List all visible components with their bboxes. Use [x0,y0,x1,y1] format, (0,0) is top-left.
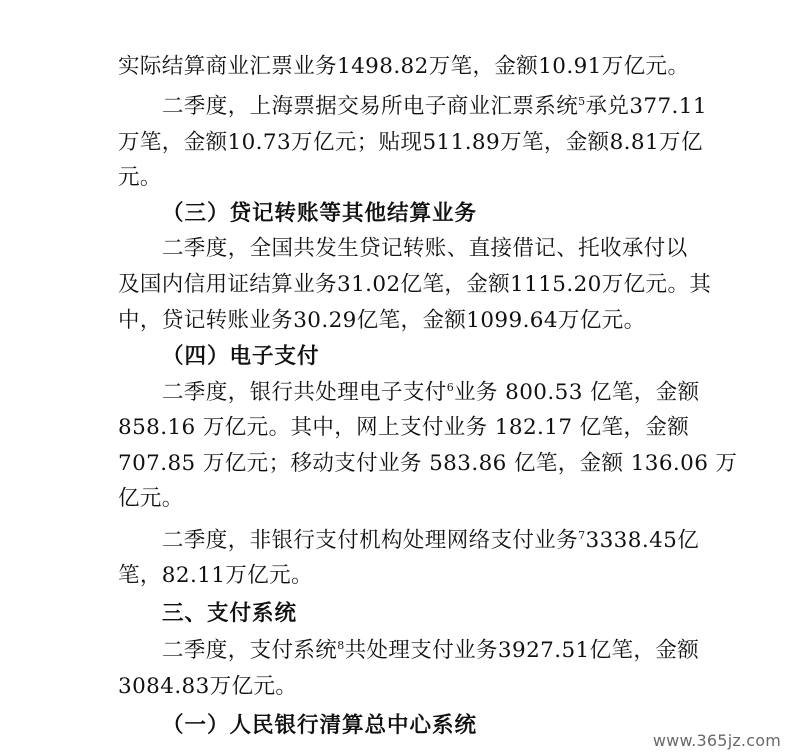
paragraph-line: 实际结算商业汇票业务1498.82万笔，金额10.91万亿元。 [118,54,690,79]
watermark: www.365jz.com [652,731,781,750]
footnote-marker: 8 [337,638,345,652]
section-heading: （一）人民银行清算总中心系统 [162,713,478,738]
paragraph-line: 万笔，金额10.73万亿元；贴现511.89万笔，金额8.81万亿 [118,130,703,155]
paragraph-line: 3084.83万亿元。 [118,674,298,699]
paragraph-line: 858.16 万亿元。其中，网上支付业务 182.17 亿笔，金额 [118,415,690,440]
section-heading: 三、支付系统 [162,601,298,626]
paragraph-line: 二季度，支付系统$^8$共处理支付业务3927.51亿笔，金额 [162,638,700,663]
paragraph-line: 亿元。 [118,486,184,511]
paragraph-line: 二季度，全国共发生贷记转账、直接借记、托收承付以 [162,236,688,261]
footnote-marker: 5 [578,94,586,108]
footnote-marker: 7 [578,528,586,542]
paragraph-line: 707.85 万亿元；移动支付业务 583.86 亿笔，金额 136.06 万 [118,451,738,476]
paragraph-line: 中，贷记转账业务30.29亿笔，金额1099.64万亿元。 [118,308,646,333]
paragraph-line: 元。 [118,165,162,190]
paragraph-line: 及国内信用证结算业务31.02亿笔，金额1115.20万亿元。其 [118,272,712,297]
section-heading: （三）贷记转账等其他结算业务 [162,201,478,226]
paragraph-line: 笔，82.11万亿元。 [118,563,313,588]
paragraph-line: 二季度，非银行支付机构处理网络支付业务$^7$3338.45亿 [162,528,700,553]
footnote-marker: 6 [446,380,455,394]
paragraph-line: 二季度，银行共处理电子支付$^6$业务 800.53 亿笔，金额 [162,380,700,405]
section-heading: （四）电子支付 [162,344,320,369]
paragraph-line: 二季度，上海票据交易所电子商业汇票系统$^5$承兑377.11 [162,94,707,119]
